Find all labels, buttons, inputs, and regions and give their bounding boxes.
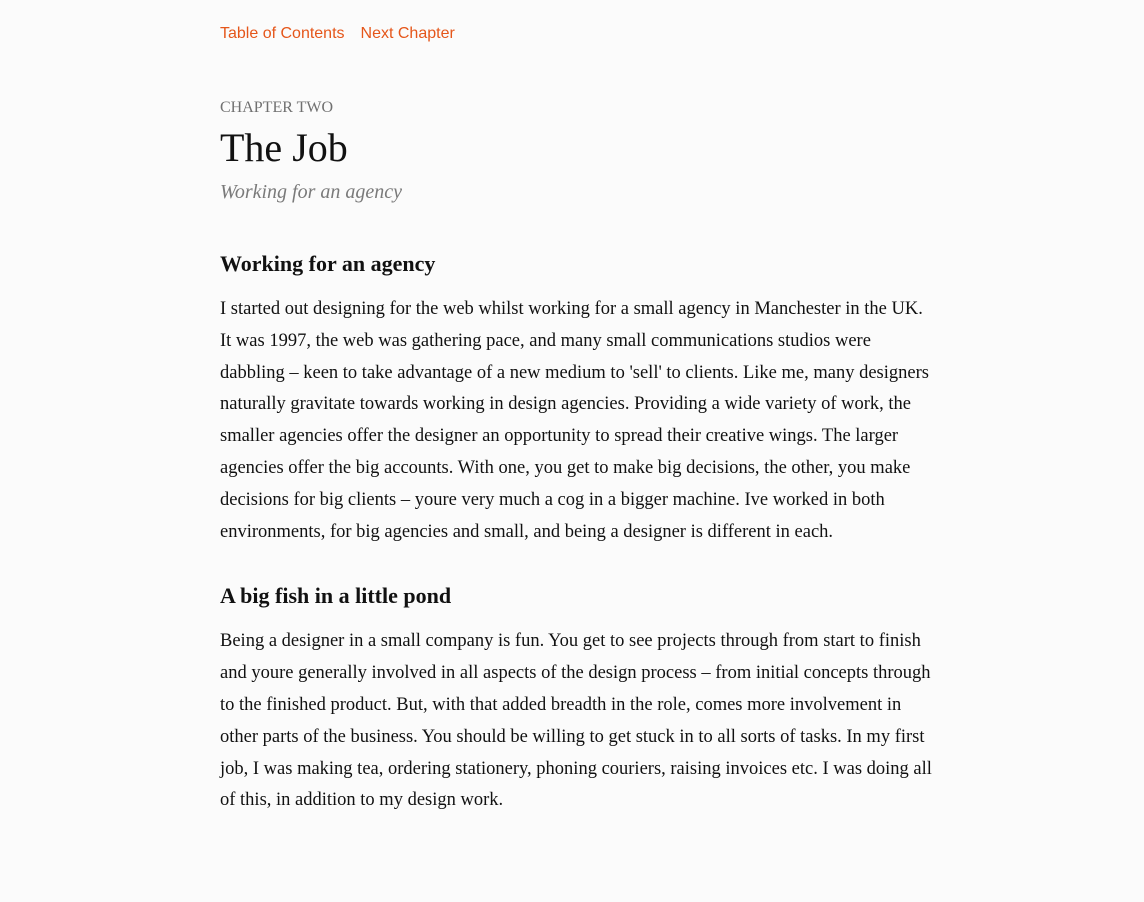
section-paragraph-agency: I started out designing for the web whilst working for a small agency in Manchester in the UK. It was 1997, the web was gathering pace, and many small communications studios were dabbling – keen to take advantage of a new medium to 'sell' to clients. Like me, many designers naturally gravitate towards working in design agencies. Providing a wide variety of work, the smaller agencies offer the designer an opportunity to spread their creative wings. The larger agencies offer the big accounts. With one, you get to make big decisions, the other, you make decisions for big clients – youre very much a cog in a bigger machine. Ive worked in both environments, for big agencies and small, and being a designer is different in each. (220, 299, 929, 542)
chapter-label: CHAPTER TWO (220, 99, 334, 116)
top-navigation (220, 24, 455, 44)
chapter-title: The Job (220, 125, 348, 170)
section-heading-big-fish: A big fish in a little pond (220, 583, 452, 609)
chapter-subtitle: Working for an agency (220, 181, 403, 203)
section-heading-agency: Working for an agency (220, 251, 436, 276)
table-of-contents-link[interactable]: Table of Contents (220, 25, 345, 42)
next-chapter-link[interactable]: Next Chapter (360, 25, 455, 42)
chapter-article (220, 98, 932, 817)
section-paragraph-big-fish: Being a designer in a small company is fun. You get to see projects through from start to finish and youre generally involved in all aspects of the design process – from initial concepts through to the finished product. But, with that added breadth in the role, comes more involvement in other parts of the business. You should be willing to get stuck in to all sorts of tasks. In my first job, I was making tea, ordering stationery, phoning couriers, raising invoices etc. I was doing all of this, in addition to my design work. (220, 631, 932, 811)
